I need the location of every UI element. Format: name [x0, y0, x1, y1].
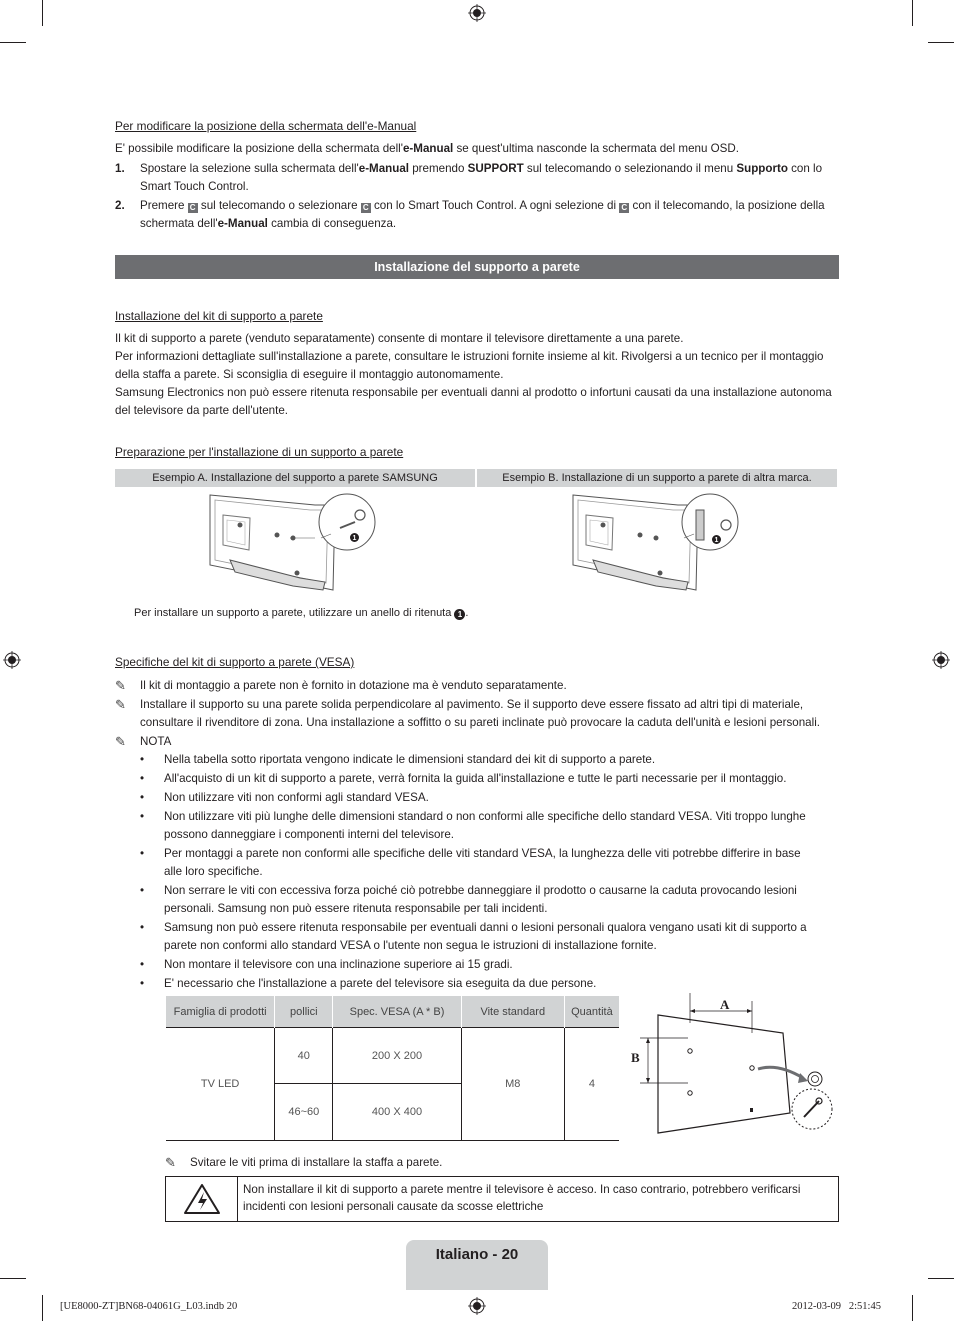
bullet-text: Non serrare le viti con eccessiva forza poiché ciò potrebbe danneggiare il prodotto o causarne la caduta provocando lesioni personali. Samsung non può essere ritenuta responsabile per tali incidenti. — [164, 884, 797, 915]
bold-text: e-Manual — [402, 142, 454, 155]
section-heading: Preparazione per l'installazione di un supporto a parete — [115, 445, 404, 459]
bullet-text: Per montaggi a parete non conformi alle specifiche delle viti standard VESA, la lunghezza delle viti potrebbe differire in base alle loro specifiche. — [164, 847, 801, 878]
bullet-text: E' necessario che l'installazione a parete del televisore sia eseguita da due persone. — [164, 977, 597, 990]
nota-label: NOTA — [140, 735, 172, 748]
bullet-text: All'acquisto di un kit di supporto a parete, verrà fornita la guida all'installazione e tutte le parti necessarie per il montaggio. — [164, 772, 787, 785]
warning-text: Non installare il kit di supporto a parete mentre il televisore è acceso. In caso contrario, potrebbero verificarsi incidenti con lesioni personali causate da scosse elettriche — [243, 1183, 801, 1213]
bullet-list — [140, 751, 820, 993]
bullet-icon: • — [140, 753, 145, 766]
bullet-item — [140, 751, 820, 769]
c-button-icon: C — [619, 203, 629, 213]
paragraph-group — [115, 330, 843, 420]
crop-mark — [0, 1278, 26, 1279]
bullet-text: Nella tabella sotto riportata vengono indicate le dimensioni standard dei kit di supporto a parete. — [164, 753, 656, 766]
table-header-row — [166, 996, 619, 1028]
bold-text: SUPPORT — [467, 162, 524, 175]
example-b-header: Esempio B. Installazione di un supporto a parete di altra marca. — [477, 469, 837, 487]
pencil-note-icon: ✎ — [115, 678, 126, 693]
text: cambia di conseguenza. — [267, 217, 397, 230]
text: se quest'ultima nasconde la schermata del menu OSD. — [453, 142, 739, 155]
registration-mark-icon — [932, 651, 950, 669]
note-item — [115, 696, 843, 732]
footer-file-info: [UE8000-ZT]BN68-04061G_L03.indb 20 — [60, 1301, 238, 1312]
bullet-icon: • — [140, 791, 145, 804]
bullet-item — [140, 882, 820, 918]
warning-icon-cell — [166, 1177, 238, 1221]
table-cell: 400 X 400 — [333, 1084, 461, 1141]
column-header: pollici — [275, 996, 333, 1028]
text: con lo Smart Touch Control. A ogni selezione di — [370, 199, 620, 212]
bold-text: Supporto — [736, 162, 788, 175]
dimension-label-b: B — [631, 1050, 640, 1065]
note-text: Installare il supporto su una parete solida perpendicolare al pavimento. Se il supporto deve essere fissato ad altri tipi di materiale, consultare il rivenditore di zona. Una installazione a soffitto o su pareti inclinate può provocare la caduta dell'unità e lesioni personali. — [140, 698, 820, 729]
table-cell: TV LED — [166, 1028, 275, 1141]
table-cell: 200 X 200 — [333, 1028, 461, 1084]
note-text: Il kit di montaggio a parete non è fornito in dotazione ma è venduto separatamente. — [140, 679, 567, 692]
callout-marker-1-icon — [350, 533, 359, 542]
note-item — [115, 677, 843, 695]
column-header: Famiglia di prodotti — [166, 996, 275, 1028]
crop-mark — [42, 0, 43, 26]
column-header: Vite standard — [461, 996, 564, 1028]
paragraph: Il kit di supporto a parete (venduto separatamente) consente di montare il televisore direttamente a una parete. — [115, 332, 684, 345]
vesa-spec-table — [166, 996, 619, 1141]
step-item — [115, 160, 843, 196]
bullet-item — [140, 808, 820, 844]
callout-marker-1-icon: 1 — [454, 609, 465, 620]
bullet-icon: • — [140, 810, 145, 823]
registration-mark-icon — [468, 4, 486, 22]
text: E' possibile modificare la posizione della schermata dell' — [115, 142, 403, 155]
section-heading: Specifiche del kit di supporto a parete (VESA) — [115, 655, 355, 669]
bullet-icon: • — [140, 977, 145, 990]
step-item — [115, 197, 843, 233]
text: sul telecomando o selezionare — [197, 199, 361, 212]
note-text: Svitare le viti prima di installare la staffa a parete. — [190, 1156, 443, 1169]
step-text — [140, 197, 843, 233]
footer-timestamp: 2012-03-09 2:51:45 — [792, 1301, 881, 1312]
bullet-item — [140, 845, 820, 881]
bullet-icon: • — [140, 958, 145, 971]
note-item — [165, 1154, 442, 1172]
example-a-header: Esempio A. Installazione del supporto a parete SAMSUNG — [115, 469, 475, 487]
text: premendo — [409, 162, 468, 175]
bullet-text: Non utilizzare viti non conformi agli standard VESA. — [164, 791, 429, 804]
pencil-note-icon: ✎ — [115, 697, 126, 712]
paragraph: Per informazioni dettagliate sull'installazione a parete, consultare le istruzioni fornite insieme al kit. Rivolgersi a un tecnico per il montaggio della staffa a parete. Si sconsiglia di eseguire il montaggio autonomamente. — [115, 350, 824, 381]
pencil-note-icon: ✎ — [165, 1155, 176, 1170]
note-item — [115, 733, 843, 751]
text: Spostare la selezione sulla schermata dell' — [140, 162, 359, 175]
intro-text — [115, 140, 843, 158]
text: con lo Smart Touch Control. — [140, 162, 823, 193]
notes-list — [115, 677, 843, 751]
section-banner: Installazione del supporto a parete — [115, 255, 839, 279]
tv-back-wall-mount-illustration-a — [205, 490, 380, 602]
bullet-item — [140, 956, 820, 974]
crop-mark — [928, 1278, 954, 1279]
table-row — [166, 1028, 619, 1084]
column-header: Spec. VESA (A * B) — [333, 996, 461, 1028]
electric-shock-warning-icon — [166, 1177, 237, 1221]
bullet-icon: • — [140, 772, 145, 785]
bullet-icon: • — [140, 847, 145, 860]
table-cell: 40 — [275, 1028, 333, 1084]
section-heading: Per modificare la posizione della schermata dell'e-Manual — [115, 119, 417, 133]
callout-marker-1-icon — [712, 535, 721, 544]
page-number-tab: Italiano - 20 — [406, 1240, 548, 1290]
paragraph — [115, 140, 843, 158]
bullet-text: Non utilizzare viti più lunghe delle dimensioni standard o non conformi alle specifiche dello standard VESA. Viti troppo lunghe possono danneggiare i componenti interni del televisore. — [164, 810, 806, 841]
column-header: Quantità — [564, 996, 619, 1028]
text: sul telecomando o selezionando il menu — [523, 162, 737, 175]
crop-mark — [912, 0, 913, 26]
bullet-item — [140, 919, 820, 955]
pencil-note-icon: ✎ — [115, 734, 126, 749]
numbered-steps — [115, 160, 843, 233]
tv-back-wall-mount-illustration-b — [568, 490, 743, 602]
text: con il telecomando, la posizione della schermata dell' — [140, 199, 825, 230]
c-button-icon: C — [188, 203, 198, 213]
bullet-item — [140, 770, 820, 788]
paragraph: Samsung Electronics non può essere ritenuta responsabile per eventuali danni al prodotto o infortuni causati da una installazione autonoma del televisore da parte dell'utente. — [115, 386, 832, 417]
text: Premere — [140, 199, 188, 212]
table-cell: 4 — [564, 1028, 619, 1141]
bullet-icon: • — [140, 884, 145, 897]
vesa-dimension-diagram — [628, 993, 838, 1139]
registration-mark-icon — [468, 1297, 486, 1315]
bullet-item — [140, 789, 820, 807]
registration-mark-icon — [3, 651, 21, 669]
caption-end: . — [465, 607, 469, 619]
bullet-icon: • — [140, 921, 145, 934]
caption-text: Per installare un supporto a parete, utilizzare un anello di ritenuta — [134, 607, 452, 619]
section-heading: Installazione del kit di supporto a parete — [115, 309, 323, 323]
svg-text:1: 1 — [352, 535, 357, 542]
step-number: 2. — [115, 199, 125, 212]
bullet-text: Samsung non può essere ritenuta responsabile per eventuali danni o lesioni personali qualora vengano usati kit di supporto a parete non conformi allo standard VESA o l'utente non segua le istruzioni di installazione fornite. — [164, 921, 807, 952]
crop-mark — [928, 42, 954, 43]
bullet-item — [140, 975, 820, 993]
warning-box — [165, 1176, 839, 1222]
table-cell: M8 — [461, 1028, 564, 1141]
illustration-caption — [134, 604, 468, 622]
table-cell: 46~60 — [275, 1084, 333, 1141]
bold-text: e-Manual — [217, 217, 268, 230]
crop-mark — [0, 42, 26, 43]
step-number: 1. — [115, 162, 125, 175]
crop-mark — [42, 1295, 43, 1321]
svg-text:1: 1 — [714, 537, 719, 544]
step-text — [140, 160, 843, 196]
dimension-label-a: A — [720, 997, 730, 1012]
bullet-text: Non montare il televisore con una inclinazione superiore ai 15 gradi. — [164, 958, 513, 971]
crop-mark — [912, 1295, 913, 1321]
c-button-icon: C — [361, 203, 371, 213]
bold-text: e-Manual — [358, 162, 409, 175]
